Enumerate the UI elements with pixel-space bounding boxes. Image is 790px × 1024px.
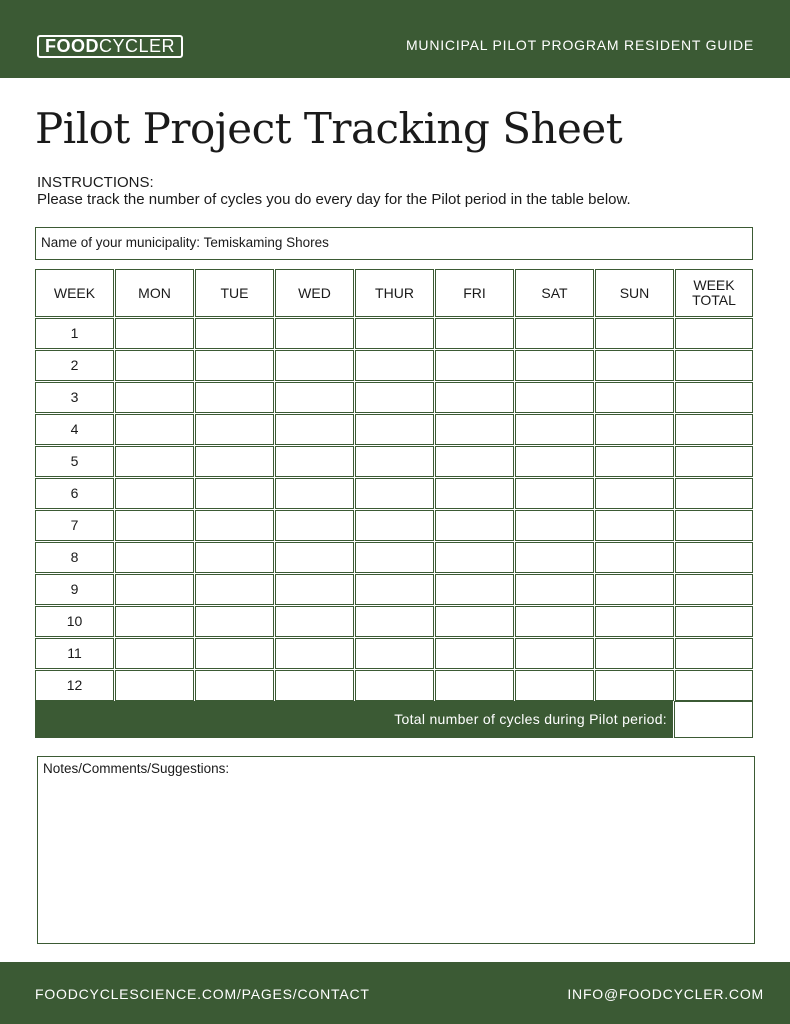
table-entry-cell[interactable] [595, 414, 674, 445]
logo-text-light: CYCLER [98, 36, 176, 56]
table-entry-cell[interactable] [355, 414, 434, 445]
table-entry-cell[interactable] [675, 606, 753, 637]
table-header-cell: SUN [595, 269, 674, 317]
table-entry-cell[interactable] [675, 542, 753, 573]
table-header-cell: TUE [195, 269, 274, 317]
table-entry-cell[interactable] [675, 350, 753, 381]
table-entry-cell[interactable] [515, 638, 594, 669]
table-entry-cell[interactable] [595, 350, 674, 381]
table-entry-cell[interactable] [355, 542, 434, 573]
table-entry-cell[interactable] [275, 638, 354, 669]
week-number-cell: 9 [35, 574, 114, 605]
week-number-cell: 4 [35, 414, 114, 445]
instructions-text: Please track the number of cycles you do every day for the Pilot period in the table below. [37, 191, 631, 208]
table-entry-cell[interactable] [435, 478, 514, 509]
table-entry-cell[interactable] [195, 510, 274, 541]
municipality-field[interactable]: Name of your municipality: Temiskaming Shores [35, 227, 753, 260]
table-entry-cell[interactable] [355, 446, 434, 477]
table-entry-cell[interactable] [275, 510, 354, 541]
table-entry-cell[interactable] [435, 638, 514, 669]
table-entry-cell[interactable] [195, 350, 274, 381]
table-entry-cell[interactable] [115, 574, 194, 605]
table-entry-cell[interactable] [275, 478, 354, 509]
table-entry-cell[interactable] [195, 382, 274, 413]
table-entry-cell[interactable] [675, 318, 753, 349]
table-entry-cell[interactable] [515, 446, 594, 477]
week-number-cell: 8 [35, 542, 114, 573]
week-number-cell: 6 [35, 478, 114, 509]
table-entry-cell[interactable] [515, 382, 594, 413]
table-entry-cell[interactable] [435, 670, 514, 701]
table-entry-cell[interactable] [195, 606, 274, 637]
table-header-cell: WEEK [35, 269, 114, 317]
table-entry-cell[interactable] [595, 446, 674, 477]
notes-box[interactable] [37, 756, 755, 944]
week-number-cell: 5 [35, 446, 114, 477]
table-entry-cell[interactable] [595, 478, 674, 509]
table-entry-cell[interactable] [515, 670, 594, 701]
table-entry-cell[interactable] [115, 382, 194, 413]
table-header-cell: WED [275, 269, 354, 317]
table-entry-cell[interactable] [515, 574, 594, 605]
table-entry-cell[interactable] [595, 510, 674, 541]
table-entry-cell[interactable] [595, 670, 674, 701]
table-entry-cell[interactable] [275, 446, 354, 477]
instructions-heading: INSTRUCTIONS: [37, 174, 154, 191]
table-entry-cell[interactable] [675, 670, 753, 701]
table-entry-cell[interactable] [195, 670, 274, 701]
table-entry-cell[interactable] [195, 638, 274, 669]
footer-contact-url[interactable]: FOODCYCLESCIENCE.COM/PAGES/CONTACT [35, 986, 370, 1002]
table-entry-cell[interactable] [595, 606, 674, 637]
week-number-cell: 10 [35, 606, 114, 637]
table-entry-cell[interactable] [595, 638, 674, 669]
table-entry-cell[interactable] [115, 318, 194, 349]
table-entry-cell[interactable] [435, 446, 514, 477]
table-entry-cell[interactable] [435, 606, 514, 637]
table-entry-cell[interactable] [515, 510, 594, 541]
page-footer [0, 962, 790, 1024]
foodcycler-logo [37, 35, 183, 58]
page-header [0, 0, 790, 78]
table-entry-cell[interactable] [675, 478, 753, 509]
total-cycles-label: Total number of cycles during Pilot period: [35, 701, 673, 738]
table-entry-cell[interactable] [195, 318, 274, 349]
table-entry-cell[interactable] [275, 606, 354, 637]
table-entry-cell[interactable] [675, 574, 753, 605]
table-entry-cell[interactable] [115, 414, 194, 445]
table-entry-cell[interactable] [355, 606, 434, 637]
table-entry-cell[interactable] [355, 478, 434, 509]
week-number-cell: 7 [35, 510, 114, 541]
table-entry-cell[interactable] [435, 542, 514, 573]
week-number-cell: 2 [35, 350, 114, 381]
table-entry-cell[interactable] [515, 606, 594, 637]
table-entry-cell[interactable] [435, 350, 514, 381]
table-entry-cell[interactable] [595, 574, 674, 605]
table-header-cell: FRI [435, 269, 514, 317]
table-entry-cell[interactable] [115, 606, 194, 637]
table-header-cell: MON [115, 269, 194, 317]
header-title: MUNICIPAL PILOT PROGRAM RESIDENT GUIDE [405, 37, 754, 53]
table-entry-cell[interactable] [435, 318, 514, 349]
table-entry-cell[interactable] [515, 350, 594, 381]
table-entry-cell[interactable] [115, 350, 194, 381]
table-entry-cell[interactable] [515, 414, 594, 445]
table-entry-cell[interactable] [355, 574, 434, 605]
page-title: Pilot Project Tracking Sheet [35, 104, 623, 153]
table-entry-cell[interactable] [275, 382, 354, 413]
table-entry-cell[interactable] [355, 638, 434, 669]
table-entry-cell[interactable] [515, 318, 594, 349]
table-entry-cell[interactable] [595, 318, 674, 349]
table-entry-cell[interactable] [435, 382, 514, 413]
table-entry-cell[interactable] [675, 414, 753, 445]
table-entry-cell[interactable] [515, 542, 594, 573]
table-entry-cell[interactable] [675, 382, 753, 413]
total-cycles-field[interactable] [674, 701, 753, 738]
logo-text-bold: FOOD [44, 36, 99, 56]
tracking-table [35, 269, 753, 701]
week-number-cell: 12 [35, 670, 114, 701]
table-entry-cell[interactable] [195, 542, 274, 573]
table-entry-cell[interactable] [115, 478, 194, 509]
table-header-cell: WEEK TOTAL [675, 269, 753, 317]
table-entry-cell[interactable] [275, 350, 354, 381]
table-entry-cell[interactable] [595, 542, 674, 573]
table-entry-cell[interactable] [275, 670, 354, 701]
table-entry-cell[interactable] [115, 670, 194, 701]
table-entry-cell[interactable] [675, 638, 753, 669]
table-header-cell: THUR [355, 269, 434, 317]
table-entry-cell[interactable] [195, 446, 274, 477]
table-entry-cell[interactable] [275, 318, 354, 349]
table-entry-cell[interactable] [355, 382, 434, 413]
table-entry-cell[interactable] [115, 446, 194, 477]
table-entry-cell[interactable] [115, 638, 194, 669]
table-entry-cell[interactable] [115, 510, 194, 541]
week-number-cell: 11 [35, 638, 114, 669]
table-entry-cell[interactable] [115, 542, 194, 573]
table-entry-cell[interactable] [675, 510, 753, 541]
table-entry-cell[interactable] [435, 510, 514, 541]
notes-label: Notes/Comments/Suggestions: [43, 761, 230, 776]
week-number-cell: 1 [35, 318, 114, 349]
table-entry-cell[interactable] [435, 574, 514, 605]
table-entry-cell[interactable] [275, 414, 354, 445]
table-entry-cell[interactable] [355, 318, 434, 349]
table-entry-cell[interactable] [355, 510, 434, 541]
table-entry-cell[interactable] [275, 574, 354, 605]
table-entry-cell[interactable] [195, 478, 274, 509]
week-number-cell: 3 [35, 382, 114, 413]
table-entry-cell[interactable] [675, 446, 753, 477]
table-entry-cell[interactable] [595, 382, 674, 413]
table-entry-cell[interactable] [195, 574, 274, 605]
table-header-cell: SAT [515, 269, 594, 317]
table-entry-cell[interactable] [195, 414, 274, 445]
table-entry-cell[interactable] [355, 670, 434, 701]
table-entry-cell[interactable] [275, 542, 354, 573]
table-entry-cell[interactable] [515, 478, 594, 509]
footer-email[interactable]: INFO@FOODCYCLER.COM [567, 986, 764, 1002]
table-entry-cell[interactable] [355, 350, 434, 381]
table-entry-cell[interactable] [435, 414, 514, 445]
